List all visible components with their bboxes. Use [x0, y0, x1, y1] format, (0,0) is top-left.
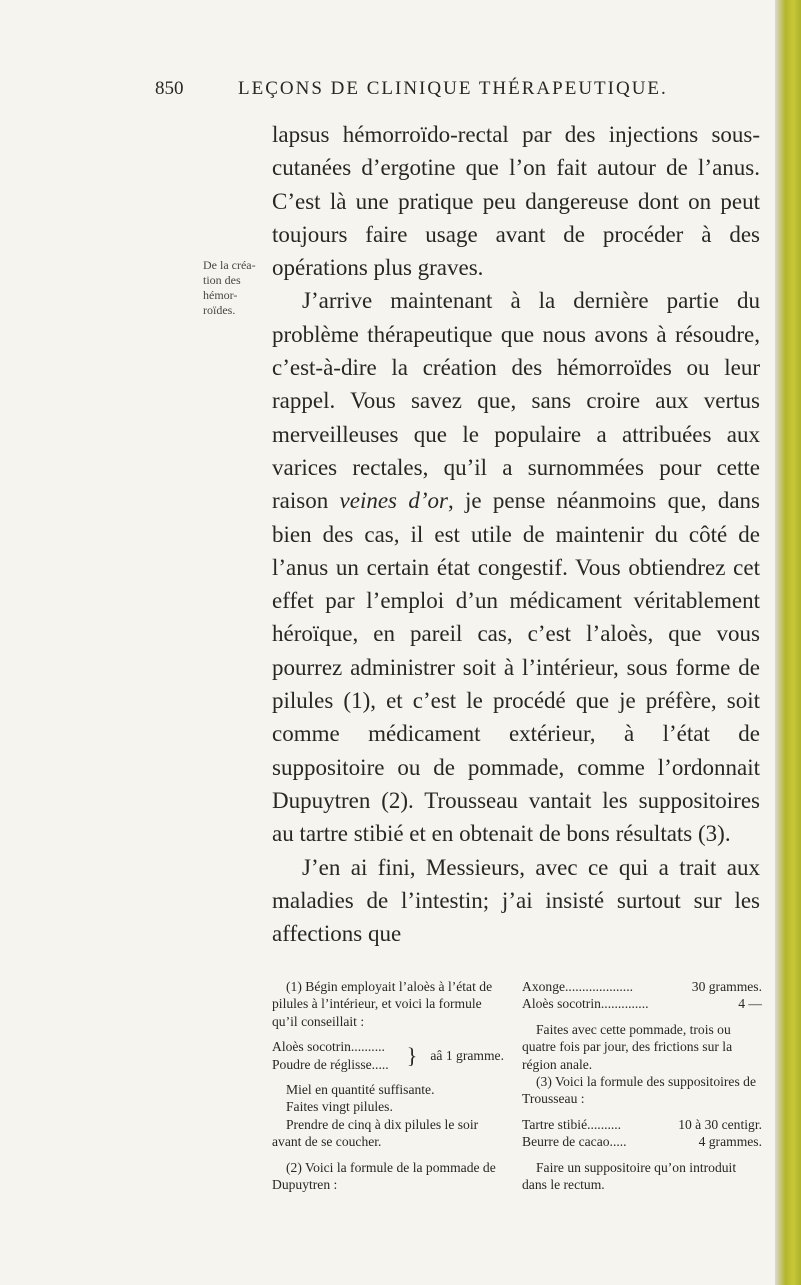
margin-note [203, 258, 269, 318]
paragraph-2-text-a: J’arrive maintenant à la dernière partie du problème thérapeutique que nous avons à résoudre, c’est-à-dire la création des hémorroïdes ou leur rappel. Vous savez que, sans croire aux vertus merveilleuses que le populaire a attribuées aux varices rectales, qu’il a surnommées pour cette raison [272, 288, 760, 514]
footnotes-right [522, 978, 762, 1193]
recipe-qty: 10 à 30 centigr. [678, 1116, 762, 1132]
recipe-item: Aloès socotrin.............. [522, 996, 649, 1012]
recipe-qty: aâ 1 gramme. [430, 1047, 504, 1063]
margin-note-line: De la créa- [203, 258, 256, 272]
footnotes-left [272, 978, 504, 1193]
faites-pommade-line: Faites avec cette pommade, trois ou quatre fois par jour, des frictions sur la région anale. [522, 1021, 733, 1072]
recipe-row [522, 995, 762, 1012]
miel-line: Miel en quantité suffisante. [286, 1082, 435, 1098]
recipe-item: Tartre stibié.......... [522, 1116, 622, 1132]
page-header [0, 78, 780, 108]
recipe-item: Poudre de réglisse..... [272, 1056, 389, 1072]
margin-note-line: tion des [203, 273, 241, 287]
recipe-row [522, 1116, 762, 1133]
recipe-item: Beurre de cacao..... [522, 1134, 627, 1150]
page-number: 850 [155, 78, 184, 99]
faire-line: Faire un suppositoire qu’on introduit dans le rectum. [522, 1159, 737, 1193]
footnote-3: (3) Voici la formule des suppositoires de Trousseau : [522, 1074, 756, 1107]
paragraph-2-text-b: , je pense néanmoins que, dans bien des cas, il est utile de maintenir du côté de l’anus un certain état congestif. Vous obtiendrez cet effet par l’emploi d’un médicament véritablement héroïque, en pareil cas, c’est l’aloès, que vous pourrez administrer soit à l’intérieur, sous forme de pilules (1), et c’est le procédé que je préfère, soit comme médicament extérieur, à l’état de suppositoire ou de pommade, comme l’ordonnait Dupuytren (2). Trousseau vantait les suppositoires au tartre stibié et en obtenait de bons résultats (3). [272, 488, 761, 847]
veines-dor-emphasis: veines d’or [339, 488, 448, 514]
paragraph-1: lapsus hémorroïdo-rectal par des injections sous-cutanées d’ergotine que l’on fait autour de l’anus. C’est là une pratique peu dangereuse dont on peut toujours faire usage avant de procéder à des opérations plus graves. [272, 122, 760, 281]
recipe-qty: 4 grammes. [698, 1134, 762, 1150]
recipe-row [272, 1038, 504, 1055]
recipe-row [522, 1133, 762, 1150]
recipe-trousseau [522, 1116, 762, 1151]
paragraph-2 [272, 284, 760, 850]
recipe-row [522, 978, 762, 995]
running-title: LEÇONS DE CLINIQUE THÉRAPEUTIQUE. [238, 78, 668, 99]
recipe-item: Aloès socotrin.......... [272, 1039, 385, 1055]
footnote-1: (1) Bégin employait l’aloès à l’état de pilules à l’intérieur, et voici la formule qu’il conseillait : [272, 979, 493, 1029]
prendre-line: Prendre de cinq à dix pilules le soir avant de se coucher. [272, 1116, 479, 1150]
recipe-begin [272, 1038, 504, 1073]
footnote-2: (2) Voici la formule de la pommade de Dupuytren : [272, 1159, 496, 1193]
margin-note-line: roïdes. [203, 303, 236, 317]
brace: } [406, 1043, 418, 1069]
recipe-item: Axonge.................... [522, 979, 634, 994]
page-edge [775, 0, 801, 1285]
paragraph-3: J’en ai fini, Messieurs, avec ce qui a trait aux maladies de l’intestin; j’ai insisté surtout sur les affections que [272, 854, 760, 947]
recipe-dupuytren [522, 978, 762, 1013]
margin-note-line: hémor- [203, 288, 238, 302]
body-text [272, 118, 760, 950]
faites-line: Faites vingt pilules. [286, 1099, 393, 1115]
recipe-qty: 4 — [738, 996, 762, 1012]
recipe-qty: 30 grammes. [691, 979, 762, 994]
